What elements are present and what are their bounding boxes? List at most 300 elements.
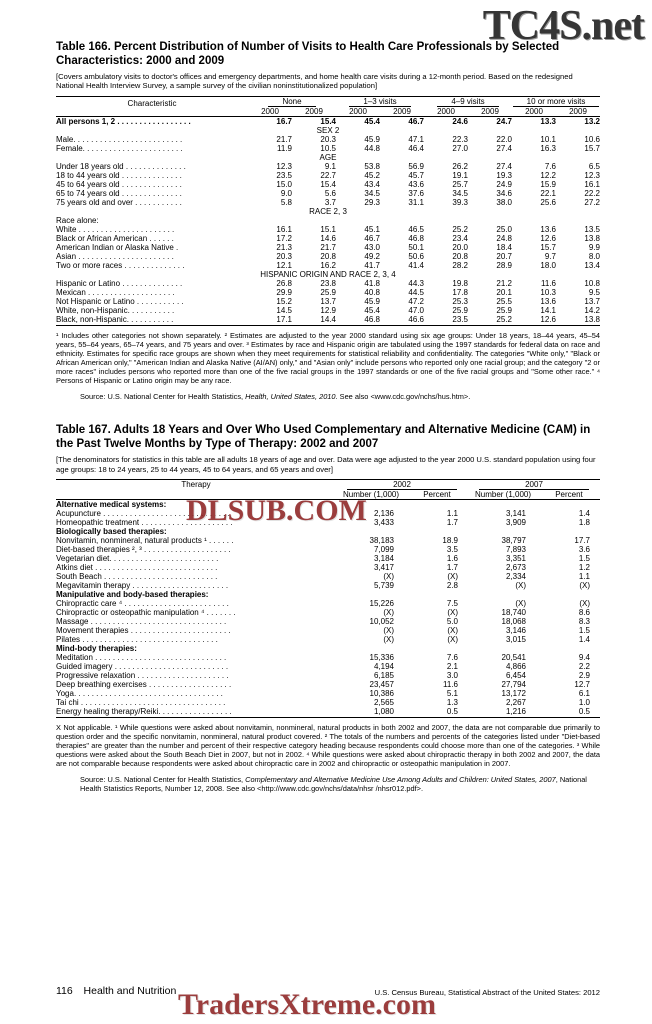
row-value: 46.6: [408, 314, 424, 324]
row-value: (X): [383, 635, 394, 645]
row-value: 49.2: [364, 251, 380, 261]
row-value: 17.8: [452, 287, 468, 297]
row-value: 3.7: [324, 197, 336, 207]
col-header-characteristic: Characteristic: [56, 96, 248, 116]
row-value: 6.1: [578, 689, 590, 699]
row-value: 10,386: [369, 689, 394, 699]
row-value: 1.3: [446, 698, 458, 708]
row-value: 18.0: [540, 260, 556, 270]
table-row: [56, 225, 600, 234]
table-166-note: [Covers ambulatory visits to doctor's offices and emergency departments, and home health care visits during a 12-month period. Based on the redesigned National Health Interview Survey, a sample survey of the civilian noninstitutionalized population]: [56, 72, 573, 91]
row-value: 2,565: [373, 698, 394, 708]
row-label: Race alone:: [56, 215, 99, 225]
row-value: 2,267: [505, 698, 526, 708]
row-value: 20.7: [496, 251, 512, 261]
table-section-row: [56, 153, 600, 162]
row-value: 25.9: [320, 287, 336, 297]
row-value: 7.6: [446, 653, 458, 663]
row-value: 46.4: [408, 143, 424, 153]
row-label: Guided imagery . . . . . . . . . . . . . . . . . . . . . . . . . .: [56, 662, 229, 672]
row-value: 21.2: [496, 278, 512, 288]
row-label: Biologically based therapies:: [56, 527, 167, 537]
row-label: Manipulative and body-based therapies:: [56, 590, 209, 600]
row-value: 46.5: [408, 224, 424, 234]
row-value: 15.0: [276, 179, 292, 189]
row-value: 25.2: [452, 224, 468, 234]
row-label: Homeopathic treatment . . . . . . . . . . . . . . . . . . . . .: [56, 518, 233, 528]
table-row: [56, 644, 600, 653]
row-value: 3,146: [505, 626, 526, 636]
row-value: 38,183: [369, 536, 394, 546]
row-label: Nonvitamin, nonmineral, natural products ¹ . . . . . .: [56, 536, 234, 546]
row-value: 1.7: [446, 518, 458, 528]
table-section-row: [56, 207, 600, 216]
row-value: 11.6: [541, 278, 556, 288]
row-value: 13.6: [540, 296, 556, 306]
row-value: 3.6: [578, 545, 590, 555]
row-value: 23.4: [452, 233, 468, 243]
row-value: 15.7: [540, 242, 556, 252]
row-label: White, non-Hispanic. . . . . . . . . . .: [56, 305, 175, 315]
row-value: 21.7: [320, 242, 336, 252]
row-value: 2.2: [578, 662, 590, 672]
row-value: 13.8: [584, 314, 600, 324]
row-value: [538, 500, 600, 510]
table-row: [56, 234, 600, 243]
row-value: 19.3: [496, 170, 512, 180]
row-value: 22.0: [496, 134, 512, 144]
table-section-header: HISPANIC ORIGIN AND RACE 2, 3, 4: [260, 269, 396, 279]
col-year-49-2009: 2009: [468, 107, 512, 117]
row-value: 27.0: [452, 143, 468, 153]
row-value: 25.0: [496, 224, 512, 234]
row-value: (X): [579, 581, 590, 591]
row-value: 1.4: [578, 635, 590, 645]
row-value: 23,457: [369, 680, 394, 690]
row-value: 3.5: [446, 545, 458, 555]
row-label: Chiropractic care ⁴ . . . . . . . . . . . . . . . . . . . . . . . .: [56, 599, 229, 609]
row-value: 14.1: [540, 305, 556, 315]
row-label: American Indian or Alaska Native .: [56, 242, 179, 252]
table-row: [56, 689, 600, 698]
row-value: 25.2: [496, 314, 512, 324]
row-value: 34.6: [496, 188, 512, 198]
table-166-source: [56, 392, 600, 401]
row-value: 25.6: [540, 197, 556, 207]
source-prefix: Source: U.S. National Center for Health Statistics,: [80, 775, 246, 785]
row-label: Female. . . . . . . . . . . . . . . . . . . . . . .: [56, 143, 183, 153]
row-value: [468, 527, 538, 536]
row-value: 3,417: [373, 563, 394, 573]
row-value: 22.3: [452, 134, 468, 144]
row-value: 45.9: [364, 134, 380, 144]
row-value: (X): [383, 608, 394, 618]
row-label: Vegetarian diet. . . . . . . . . . . . . . . . . . . . . . . . .: [56, 554, 219, 564]
row-label: Movement therapies . . . . . . . . . . . . . . . . . . . . . . .: [56, 626, 231, 636]
row-value: 46.7: [408, 116, 424, 126]
table-row: [56, 171, 600, 180]
row-value: [248, 216, 292, 225]
row-value: 3,141: [505, 509, 526, 519]
row-value: 1.0: [578, 698, 590, 708]
row-label: 18 to 44 years old . . . . . . . . . . . . . .: [56, 170, 182, 180]
row-value: 2,334: [505, 572, 526, 582]
watermark-top-right: TC4S.net: [482, 3, 644, 49]
table-167-body: [56, 500, 600, 717]
row-value: 19.8: [452, 278, 468, 288]
row-value: 1,080: [373, 707, 394, 717]
row-value: (X): [447, 572, 458, 582]
table-row: [56, 707, 600, 716]
col-header-therapy: Therapy: [56, 480, 336, 500]
row-value: 46.7: [364, 233, 380, 243]
table-166-footnotes: ¹ Includes other categories not shown separately. ² Estimates are adjusted to the year 2000 standard using six age groups: Under 18 years, 18–44 years, 45–54 years, 55–64 years, 65–74 years, and 75 years and over. ³ Estimates by race and Hispanic origin are tabulated using the 1997 standards for federal data on race and ethnicity. Estimates for specific race groups are shown when they meet requirements for statistical reliability and confidentiality. The categories "White only," "Black or African American only," "American Indian and Alaska Native (AI/AN) only," and "Asian only" include persons who reported only one racial group; and the category "2 or more races" includes persons who reported more than one of the five racial groups in the 1997 standards or one of the five racial groups and "Some other race." ⁴ Persons of Hispanic or Latino origin may be any race.: [56, 330, 600, 385]
row-value: 1.5: [578, 626, 590, 636]
row-label: Diet-based therapies ², ³ . . . . . . . . . . . . . . . . . . . .: [56, 545, 231, 555]
col-group-1-3: 1–3 visits: [336, 96, 424, 107]
page-number: 116: [56, 985, 73, 997]
table-section-row: [56, 270, 600, 279]
row-value: [406, 590, 468, 599]
col-number-2007: Number (1,000): [468, 490, 538, 500]
table-row: [56, 315, 600, 324]
source-suffix: , National Health Statistics Reports, Number 12, 2008. See also <http://www.cdc.gov/nchs/data/nhsr /nhsr012.pdf>.: [80, 775, 587, 794]
table-row: [56, 297, 600, 306]
row-value: 20.3: [320, 134, 336, 144]
row-value: 13.8: [584, 233, 600, 243]
row-value: 16.2: [320, 260, 336, 270]
row-value: 16.1: [584, 179, 600, 189]
row-value: 27.4: [496, 143, 512, 153]
row-value: [336, 590, 406, 599]
row-label: Energy healing therapy/Reiki. . . . . . . . . . . . . . . . .: [56, 707, 232, 717]
row-value: 10.5: [320, 143, 336, 153]
row-value: 2.9: [578, 671, 590, 681]
row-label: Black or African American . . . . . .: [56, 233, 174, 243]
row-value: 12.9: [320, 305, 336, 315]
row-value: 41.8: [364, 278, 380, 288]
table-row: [56, 288, 600, 297]
row-value: 18.4: [496, 242, 512, 252]
watermark-bottom: TradersXtreme.com: [178, 988, 436, 1021]
row-value: 46.8: [364, 314, 380, 324]
watermark-middle: DLSUB.COM: [186, 494, 367, 527]
table-row: [56, 252, 600, 261]
row-label: Under 18 years old . . . . . . . . . . . . . .: [56, 161, 186, 171]
table-row: [56, 590, 600, 599]
row-value: 27.4: [496, 161, 512, 171]
table-row: [56, 509, 600, 518]
row-value: 7.6: [544, 161, 556, 171]
row-label: South Beach . . . . . . . . . . . . . . . . . . . . . . . . . .: [56, 572, 218, 582]
table-row: [56, 518, 600, 527]
row-value: 29.9: [276, 287, 292, 297]
table-166-body: [56, 116, 600, 324]
row-value: 3,351: [505, 554, 526, 564]
row-value: 12.1: [276, 260, 292, 270]
row-value: (X): [383, 626, 394, 636]
row-value: 9.9: [588, 242, 600, 252]
row-value: 34.5: [364, 188, 380, 198]
row-label: Meditation . . . . . . . . . . . . . . . . . . . . . . . . . . . . . .: [56, 653, 227, 663]
row-value: 12.2: [540, 170, 556, 180]
row-label: 65 to 74 years old . . . . . . . . . . . . . .: [56, 188, 182, 198]
row-value: 22.2: [584, 188, 600, 198]
table-row: [56, 599, 600, 608]
row-label: Not Hispanic or Latino . . . . . . . . . . .: [56, 296, 184, 306]
table-row: [56, 698, 600, 707]
row-value: 37.6: [408, 188, 424, 198]
row-value: 17.1: [276, 314, 292, 324]
row-value: 6,454: [505, 671, 526, 681]
row-value: 12.7: [574, 680, 590, 690]
row-value: [468, 590, 538, 599]
row-value: 9.4: [578, 653, 590, 663]
col-group-4-9: 4–9 visits: [424, 96, 512, 107]
row-value: 24.8: [496, 233, 512, 243]
row-value: 12.3: [276, 161, 292, 171]
row-value: 17.7: [574, 536, 590, 546]
row-value: [406, 644, 468, 653]
row-value: [468, 216, 512, 225]
row-value: 56.9: [408, 161, 424, 171]
table-row: [56, 635, 600, 644]
row-label: Massage . . . . . . . . . . . . . . . . . . . . . . . . . . . . . . .: [56, 617, 227, 627]
table-row: [56, 653, 600, 662]
row-value: 22.7: [320, 170, 336, 180]
chapter-name: Health and Nutrition: [83, 985, 177, 997]
col-group-10-more: 10 or more visits: [512, 96, 600, 107]
col-number-2002: Number (1,000): [336, 490, 406, 500]
table-row: [56, 617, 600, 626]
row-value: 21.7: [276, 134, 292, 144]
row-value: [424, 216, 468, 225]
row-value: 45.1: [364, 224, 380, 234]
row-label: 75 years old and over . . . . . . . . . . .: [56, 197, 182, 207]
row-value: 14.2: [584, 305, 600, 315]
row-value: 20.1: [496, 287, 512, 297]
row-value: 12.6: [540, 314, 556, 324]
col-percent-2007: Percent: [538, 490, 600, 500]
row-value: 5.8: [280, 197, 292, 207]
row-value: 15.7: [584, 143, 600, 153]
row-value: [538, 527, 600, 536]
col-year-none-2009: 2009: [292, 107, 336, 117]
row-value: [468, 500, 538, 510]
table-row: [56, 216, 600, 225]
row-label: Megavitamin therapy . . . . . . . . . . . . . . . . . . . . . .: [56, 581, 229, 591]
row-value: [512, 216, 556, 225]
table-section-header: AGE: [319, 152, 337, 162]
row-value: [538, 644, 600, 653]
table-row: [56, 671, 600, 680]
row-label: Two or more races . . . . . . . . . . . . . .: [56, 260, 185, 270]
row-value: 45.4: [364, 305, 380, 315]
table-row: [56, 261, 600, 270]
row-value: 8.0: [588, 251, 600, 261]
row-value: 41.4: [408, 260, 424, 270]
table-166-title: Table 166. Percent Distribution of Number of Visits to Health Care Professionals by Selected Characteristics: 2000 and 2009: [56, 41, 560, 67]
row-value: [292, 216, 336, 225]
row-value: 7,099: [373, 545, 394, 555]
table-row: [56, 306, 600, 315]
table-row: [56, 545, 600, 554]
table-167-title: Table 167. Adults 18 Years and Over Who Used Complementary and Alternative Medicine (CAM) in the Past Twelve Months by Type of Therapy: 2002 and 2007: [56, 424, 591, 451]
table-row: [56, 680, 600, 689]
row-value: 26.2: [452, 161, 468, 171]
row-value: 6.5: [588, 161, 600, 171]
source-suffix: . See also <www.cdc.gov/nchs/hus.htm>.: [335, 392, 471, 402]
row-value: 18,740: [501, 608, 526, 618]
row-value: 13.7: [320, 296, 336, 306]
row-value: 3,433: [373, 518, 394, 528]
row-value: 20.8: [452, 251, 468, 261]
row-value: 2.1: [446, 662, 458, 672]
col-year-none-2000: 2000: [248, 107, 292, 117]
footer-citation: U.S. Census Bureau, Statistical Abstract of the United States: 2012: [374, 988, 600, 997]
table-row: [56, 662, 600, 671]
row-value: 6,185: [373, 671, 394, 681]
row-label: Male. . . . . . . . . . . . . . . . . . . . . . . . .: [56, 134, 183, 144]
row-value: 16.7: [276, 116, 292, 126]
row-value: 38.0: [496, 197, 512, 207]
row-value: 5,739: [373, 581, 394, 591]
row-value: 16.1: [276, 224, 292, 234]
row-value: 18.9: [442, 536, 458, 546]
table-row: [56, 563, 600, 572]
row-value: 47.1: [408, 134, 424, 144]
table-167-note: [The denominators for statistics in this table are all adults 18 years of age and over. Data were age adjusted to the year 2000 U.S. standard population using four age groups: 18 to 24 years, 25 to 44 years, 45 to 64 years, and 65 years and over]: [56, 455, 596, 474]
table-row: [56, 144, 600, 153]
row-value: 3,909: [505, 518, 526, 528]
row-value: 13.7: [584, 296, 600, 306]
row-value: 43.4: [364, 179, 380, 189]
row-value: 12.6: [540, 233, 556, 243]
row-label: Atkins diet . . . . . . . . . . . . . . . . . . . . . . . . . . . .: [56, 563, 218, 573]
row-value: 14.4: [320, 314, 336, 324]
row-value: 1.6: [446, 554, 458, 564]
row-value: 10.3: [540, 287, 556, 297]
row-label: 45 to 64 years old . . . . . . . . . . . . . .: [56, 179, 182, 189]
row-value: 0.5: [578, 707, 590, 717]
row-value: 27,794: [501, 680, 526, 690]
table-row: [56, 572, 600, 581]
table-row: [56, 608, 600, 617]
row-value: 20.3: [276, 251, 292, 261]
table-row: [56, 581, 600, 590]
row-value: 15.4: [320, 179, 336, 189]
table-row: [56, 536, 600, 545]
table-row: [56, 116, 600, 126]
row-label: Hispanic or Latino . . . . . . . . . . . . . .: [56, 278, 183, 288]
table-row: [56, 243, 600, 252]
row-value: 39.3: [452, 197, 468, 207]
row-value: (X): [579, 599, 590, 609]
row-value: 1.1: [578, 572, 590, 582]
row-value: 14.6: [320, 233, 336, 243]
col-year-13-2000: 2000: [336, 107, 380, 117]
row-value: 3.0: [446, 671, 458, 681]
table-166-head: [56, 96, 600, 116]
row-value: 25.9: [452, 305, 468, 315]
row-value: 25.7: [452, 179, 468, 189]
table-167-head: [56, 480, 600, 500]
table-row: [56, 135, 600, 144]
row-value: 34.5: [452, 188, 468, 198]
row-value: 29.3: [364, 197, 380, 207]
row-value: 40.8: [364, 287, 380, 297]
row-label: Mind-body therapies:: [56, 644, 137, 654]
row-value: 13.6: [540, 224, 556, 234]
col-group-none: None: [248, 96, 336, 107]
table-167-source: [56, 775, 600, 793]
row-value: 13.3: [540, 116, 556, 126]
row-value: 11.6: [443, 680, 458, 690]
row-value: [468, 644, 538, 653]
row-value: 18,068: [501, 617, 526, 627]
row-value: 25.9: [496, 305, 512, 315]
row-value: 15,226: [369, 599, 394, 609]
table-row: [56, 626, 600, 635]
row-label: Mexican . . . . . . . . . . . . . . . . . . . .: [56, 287, 175, 297]
row-value: 7.5: [446, 599, 458, 609]
row-value: 15.4: [320, 116, 336, 126]
row-value: [406, 500, 468, 510]
row-value: (X): [447, 626, 458, 636]
row-value: 10.8: [584, 278, 600, 288]
row-value: 1.4: [578, 509, 590, 519]
row-value: 43.6: [408, 179, 424, 189]
row-value: 1.8: [578, 518, 590, 528]
row-value: [406, 527, 468, 536]
row-value: 1.1: [446, 509, 458, 519]
row-value: 12.3: [584, 170, 600, 180]
row-value: 4,866: [505, 662, 526, 672]
row-value: [336, 216, 380, 225]
row-value: 10.6: [584, 134, 600, 144]
row-value: 23.5: [452, 314, 468, 324]
row-value: 11.9: [277, 143, 292, 153]
row-value: 19.1: [452, 170, 468, 180]
col-year-13-2009: 2009: [380, 107, 424, 117]
row-label: Pilates . . . . . . . . . . . . . . . . . . . . . . . . . . . . . . .: [56, 635, 218, 645]
table-section-row: [56, 126, 600, 135]
row-value: 25.3: [452, 296, 468, 306]
row-value: 0.5: [446, 707, 458, 717]
table-row: [56, 527, 600, 536]
row-value: 27.2: [584, 197, 600, 207]
row-value: 13.4: [584, 260, 600, 270]
row-label: Asian . . . . . . . . . . . . . . . . . . . . . .: [56, 251, 174, 261]
row-value: 13.2: [584, 116, 600, 126]
row-value: 44.3: [408, 278, 424, 288]
row-value: 2,673: [505, 563, 526, 573]
row-value: 10,052: [369, 617, 394, 627]
row-value: 25.5: [496, 296, 512, 306]
row-value: 24.7: [496, 116, 512, 126]
row-value: 5.6: [324, 188, 336, 198]
row-value: 23.5: [276, 170, 292, 180]
table-166: [56, 96, 600, 324]
row-value: [380, 216, 424, 225]
col-year-10-2009: 2009: [556, 107, 600, 117]
row-value: 2.8: [446, 581, 458, 591]
row-value: 50.1: [408, 242, 424, 252]
row-value: 47.2: [408, 296, 424, 306]
row-value: [336, 500, 406, 510]
row-label: White . . . . . . . . . . . . . . . . . . . . . .: [56, 224, 175, 234]
row-value: 28.9: [496, 260, 512, 270]
